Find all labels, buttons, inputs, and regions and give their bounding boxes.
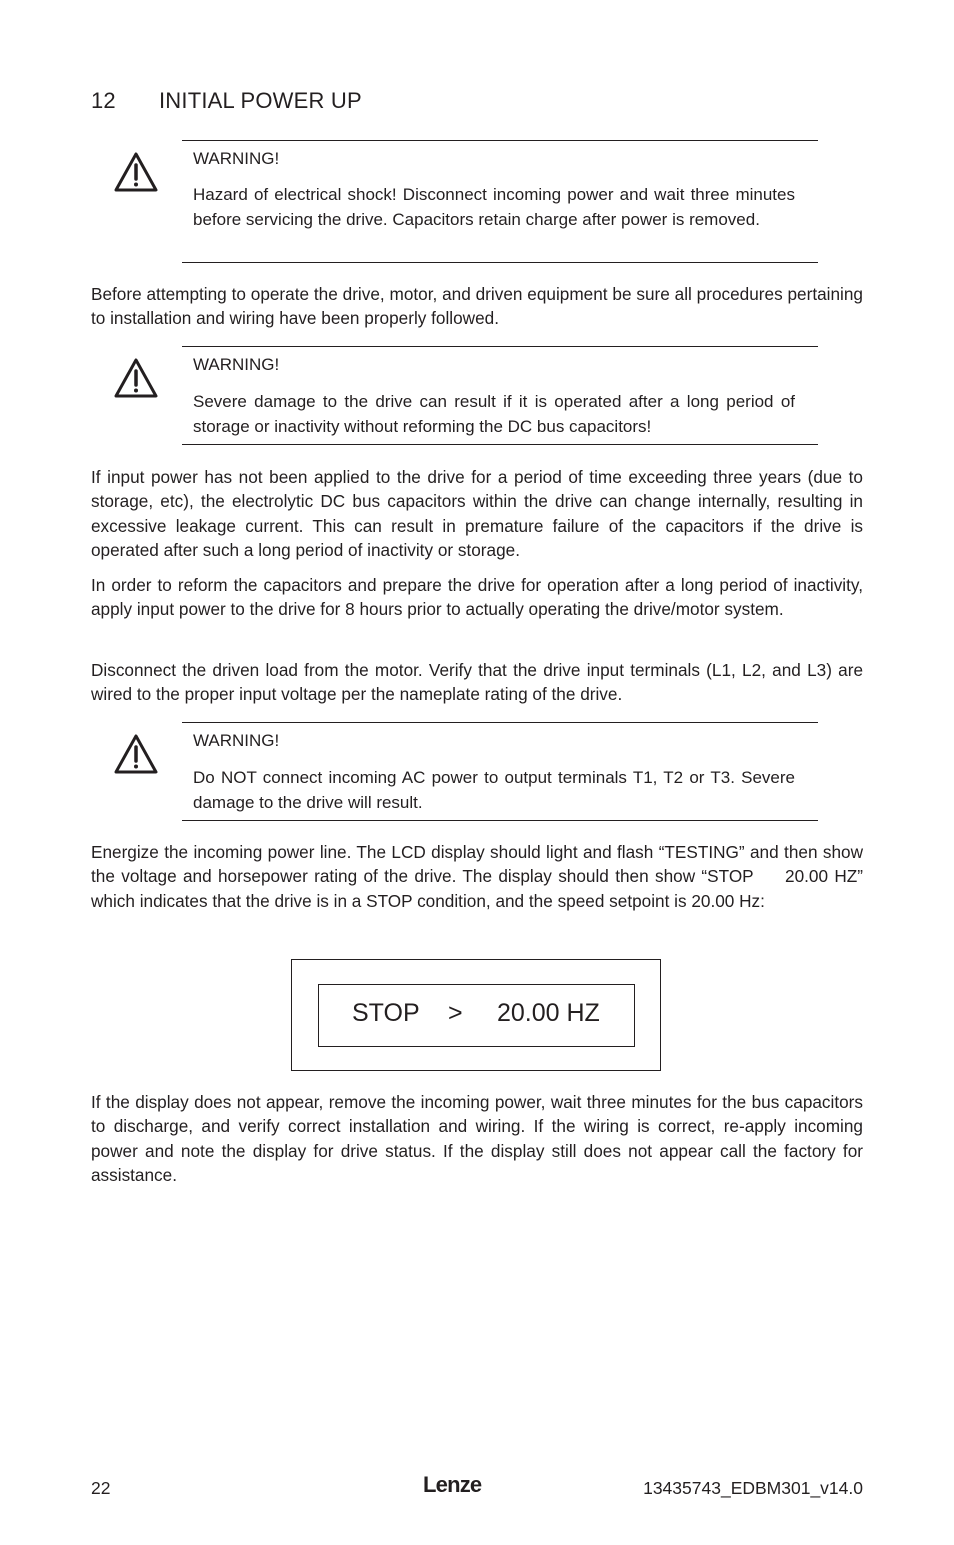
warning-label: WARNING!	[193, 149, 280, 168]
warning-label: WARNING!	[193, 731, 280, 750]
warning-bottom-rule	[182, 262, 818, 263]
warning-bottom-rule	[182, 820, 818, 821]
paragraph-2: If input power has not been applied to the drive for a period of time exceeding three years (due to storage, etc), the electrolytic DC bus capacitors within the drive can change internally, resulting in excessive leakage current. This can result in premature failure of the capacitors if the drive is operated after such a long period of inactivity or storage.	[91, 467, 863, 561]
paragraph-1: Before attempting to operate the drive, motor, and driven equipment be sure all procedures pertaining to installation and wiring have been properly followed.	[91, 284, 863, 329]
lenze-logo: Lenze	[423, 1472, 482, 1497]
warning-triangle-icon	[113, 733, 159, 775]
warning-text: Hazard of electrical shock! Disconnect incoming power and wait three minutes before servicing the drive. Capacitors retain charge after power is removed.	[193, 185, 795, 229]
warning-top-rule	[182, 722, 818, 723]
warning-text: Severe damage to the drive can result if it is operated after a long period of storage or inactivity without reforming the DC bus capacitors!	[193, 392, 795, 436]
warning-top-rule	[182, 346, 818, 347]
warning-top-rule	[182, 140, 818, 141]
paragraph-5: Energize the incoming power line. The LCD display should light and flash “TESTING” and then show the voltage and horsepower rating of the drive. The display should then show “STOP 20.00 HZ” which indicates that the drive is in a STOP condition, and the speed setpoint is 20.00 Hz:	[91, 842, 868, 911]
warning-label: WARNING!	[193, 355, 280, 374]
warning-triangle-icon	[113, 151, 159, 193]
lcd-value: 20.00 HZ	[497, 999, 600, 1027]
paragraph-3: In order to reform the capacitors and prepare the drive for operation after a long period of inactivity, apply input power to the drive for 8 hours prior to actually operating the drive/motor system.	[91, 575, 863, 620]
section-number: 12	[91, 88, 116, 113]
document-id: 13435743_EDBM301_v14.0	[643, 1478, 863, 1498]
page-number: 22	[91, 1478, 111, 1498]
lcd-arrow: >	[448, 999, 463, 1027]
section-heading	[91, 88, 362, 114]
warning-bottom-rule	[182, 444, 818, 445]
lcd-status: STOP	[352, 999, 420, 1027]
section-title: INITIAL POWER UP	[159, 88, 362, 113]
warning-text: Do NOT connect incoming AC power to output terminals T1, T2 or T3. Severe damage to the drive will result.	[193, 768, 795, 812]
warning-triangle-icon	[113, 357, 159, 399]
paragraph-6: If the display does not appear, remove the incoming power, wait three minutes for the bus capacitors to discharge, and verify correct installation and wiring. If the wiring is correct, re-apply incoming power and note the display for drive status. If the display still does not appear call the factory for assistance.	[91, 1092, 863, 1186]
paragraph-4: Disconnect the driven load from the motor. Verify that the drive input terminals (L1, L2, and L3) are wired to the proper input voltage per the nameplate rating of the drive.	[91, 660, 863, 705]
